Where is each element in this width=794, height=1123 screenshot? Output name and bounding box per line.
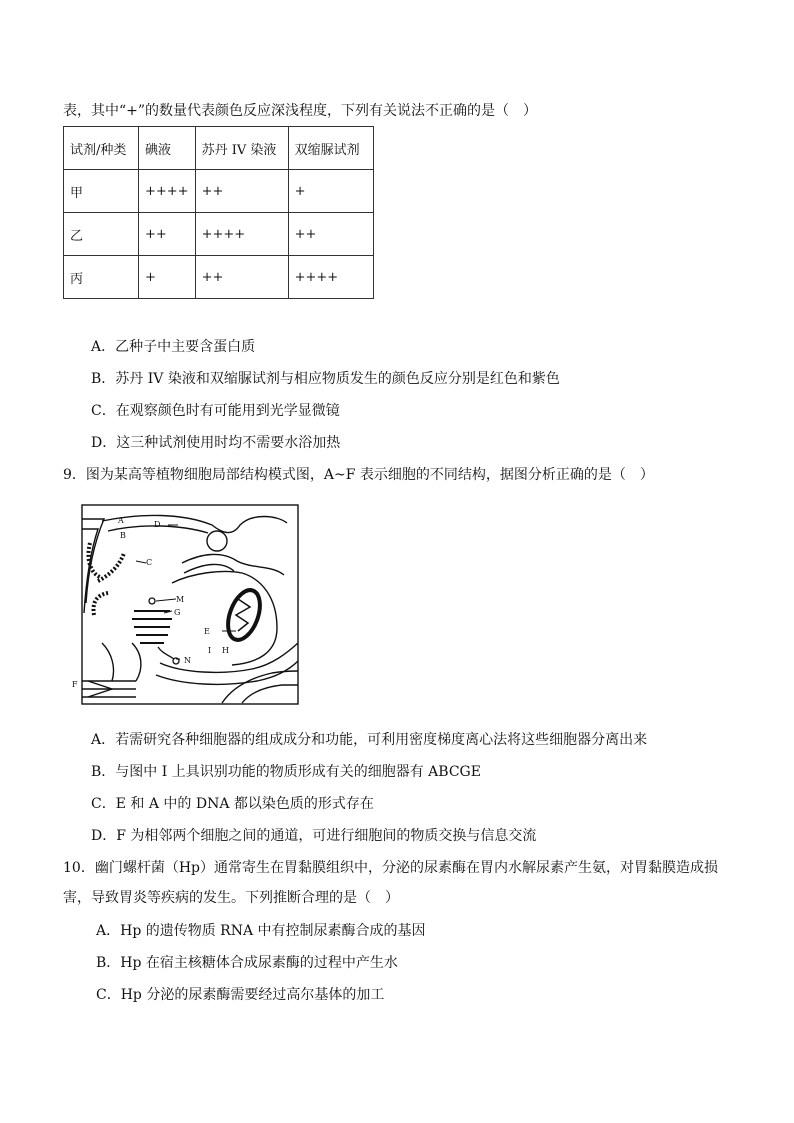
golgi-apparatus (132, 611, 172, 643)
q9-option-d: D．F 为相邻两个细胞之间的通道，可进行细胞间的物质交换与信息交流 (91, 828, 537, 844)
table-cell: 甲 (64, 170, 139, 213)
table-header-cell: 苏丹 IV 染液 (195, 127, 288, 170)
table-cell: ++ (139, 213, 196, 256)
q10-option-c: C．Hp 分泌的尿素酶需要经过高尔基体的加工 (96, 987, 385, 1003)
q8-option-a: A．乙种子中主要含蛋白质 (91, 339, 256, 355)
q9-option-a: A．若需研究各种细胞器的组成成分和功能，可利用密度梯度离心法将这些细胞器分离出来 (91, 732, 648, 748)
nuclear-pore (207, 531, 227, 551)
mitochondrion (222, 586, 266, 644)
q9-option-b: B．与图中 I 上具识别功能的物质形成有关的细胞器有 ABCGE (91, 764, 481, 780)
table-cell: ++++ (195, 213, 288, 256)
plasmodesma (82, 681, 136, 697)
label-d: D (154, 520, 161, 529)
q9-option-c: C．E 和 A 中的 DNA 都以染色质的形式存在 (91, 796, 374, 812)
label-c: C (146, 558, 153, 567)
q10-stem-line1: 10．幽门螺杆菌（Hp）通常寄生在胃黏膜组织中，分泌的尿素酶在胃内水解尿素产生氨，对胃黏膜造成损 (63, 860, 718, 876)
label-m: M (176, 595, 185, 604)
table-row (64, 170, 374, 213)
table-cell: 丙 (64, 256, 139, 299)
q10-option-b: B．Hp 在宿主核糖体合成尿素酶的过程中产生水 (96, 955, 398, 971)
reagent-table (63, 126, 374, 299)
label-f: F (72, 680, 78, 689)
label-a: A (118, 516, 124, 525)
table-row (64, 256, 374, 299)
label-b: B (120, 531, 126, 540)
q8-option-d: D．这三种试剂使用时均不需要水浴加热 (91, 435, 341, 451)
label-n: N (184, 656, 191, 665)
table-cell: ++ (195, 256, 288, 299)
label-g: G (174, 608, 181, 617)
label-e: E (204, 627, 210, 636)
table-row (64, 213, 374, 256)
q8-intro: 表，其中“+”的数量代表颜色反应深浅程度，下列有关说法不正确的是（ ） (63, 103, 538, 119)
table-cell: + (139, 256, 196, 299)
table-cell: ++++ (139, 170, 196, 213)
table-header-cell: 碘液 (139, 127, 196, 170)
label-h: H (222, 646, 229, 655)
q8-option-c: C．在观察颜色时有可能用到光学显微镜 (91, 403, 340, 419)
table-cell: ++ (288, 213, 373, 256)
table-header-cell: 试剂/种类 (64, 127, 139, 170)
label-i: I (208, 646, 212, 655)
q10-option-a: A．Hp 的遗传物质 RNA 中有控制尿素酶合成的基因 (96, 923, 426, 939)
q8-option-b: B．苏丹 IV 染液和双缩脲试剂与相应物质发生的颜色反应分别是红色和紫色 (91, 371, 560, 387)
q9-stem: 9．图为某高等植物细胞局部结构模式图，A~F 表示细胞的不同结构，据图分析正确的是（ ） (63, 467, 654, 483)
table-cell: + (288, 170, 373, 213)
vesicle (149, 598, 155, 604)
cell-structure-figure (72, 503, 302, 708)
table-cell: ++ (195, 170, 288, 213)
table-cell: 乙 (64, 213, 139, 256)
q10-stem-line2: 害，导致胃炎等疾病的发生。下列推断合理的是（ ） (63, 890, 399, 906)
table-header-cell: 双缩脲试剂 (288, 127, 373, 170)
table-header-row (64, 127, 374, 170)
table-cell: ++++ (288, 256, 373, 299)
